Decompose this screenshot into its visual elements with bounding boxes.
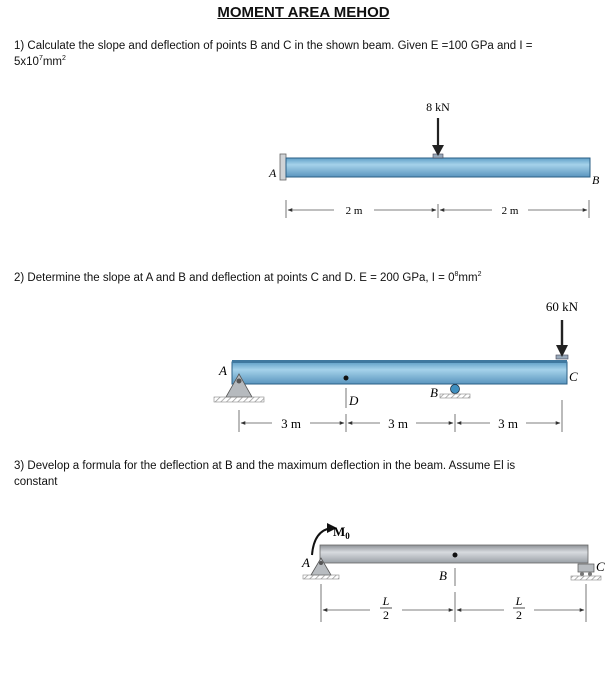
roller-support-b xyxy=(451,385,460,394)
point-b-dot xyxy=(453,553,458,558)
point-c-label-3: C xyxy=(596,559,605,574)
question-3-line1: 3) Develop a formula for the deflection at B and the maximum deflection in the beam. Assume El is xyxy=(14,460,516,472)
load-label-2: 60 kN xyxy=(545,299,579,314)
figure-3 xyxy=(301,523,605,622)
point-c-label-2: C xyxy=(569,369,578,384)
dim-2-1: 3 m xyxy=(281,416,301,431)
question-1-line2: $5x10^7mm^2$ xyxy=(14,55,66,68)
point-a-label-3: A xyxy=(302,555,310,570)
question-1-line1: 1) Calculate the slope and deflection of points B and C in the shown beam. Given E =100 GPa and I = xyxy=(14,40,533,52)
point-d-dot xyxy=(344,376,349,381)
beam-2 xyxy=(232,362,567,384)
load-label: 8 kN xyxy=(426,100,450,114)
point-a-label-2: A xyxy=(219,363,227,378)
svg-text:L: L xyxy=(382,594,390,608)
point-d-label-2: D xyxy=(349,393,359,408)
dim-2: 2 m xyxy=(501,205,519,217)
roller-support-c-3 xyxy=(578,564,594,572)
beam-1 xyxy=(286,158,590,177)
dim-2-2: 3 m xyxy=(388,416,408,431)
dim-2-3: 3 m xyxy=(498,416,518,431)
question-3-line2: constant xyxy=(14,476,58,488)
figure-1 xyxy=(268,100,600,218)
svg-text:L: L xyxy=(515,594,523,608)
question-2-text: 2) Determine the slope at A and B and deflection at points C and D. E = 200 GPa, $I = 0^8mm^2$ xyxy=(14,271,482,284)
moment-label: $M_0$ xyxy=(333,524,350,541)
figure-2 xyxy=(214,299,579,432)
point-a-label: A xyxy=(269,166,277,180)
svg-text:2: 2 xyxy=(516,608,522,622)
point-b-label-2: B xyxy=(430,385,438,400)
fixed-wall xyxy=(280,154,286,180)
point-b-label: B xyxy=(592,173,600,187)
point-b-label-3: B xyxy=(439,568,447,583)
svg-text:2: 2 xyxy=(383,608,389,622)
dim-1: 2 m xyxy=(345,205,363,217)
page-title: MOMENT AREA MEHOD xyxy=(217,4,390,21)
dim-3-1 xyxy=(380,594,392,622)
dim-3-2 xyxy=(513,594,525,622)
